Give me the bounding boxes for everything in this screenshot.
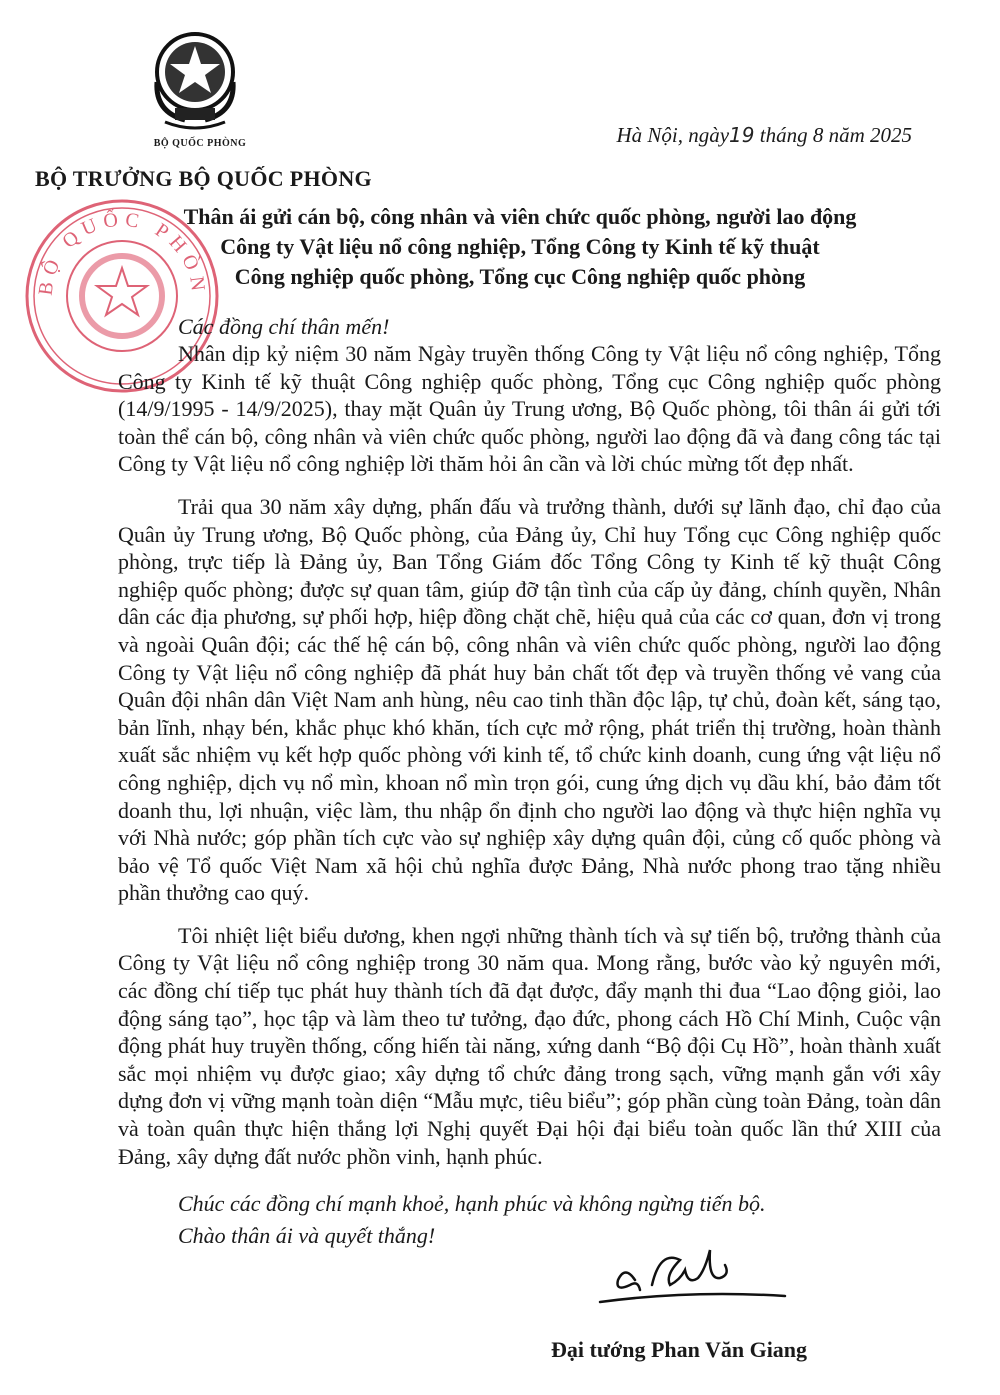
letter-body: [118, 340, 941, 1185]
dateline-prefix: Hà Nội, ngày: [616, 123, 730, 147]
paragraph-1: Nhân dịp kỷ niệm 30 năm Ngày truyền thống Công ty Vật liệu nổ công nghiệp, Tổng Công ty Kinh tế kỹ thuật Công nghiệp quốc phòng, Tổng cục Công nghiệp quốc phòng (14/9/1995 - 14/9/2025), thay mặt Quân ủy Trung ương, Bộ Quốc phòng, tôi thân ái gửi tới toàn thể cán bộ, công nhân và viên chức quốc phòng, người lao động đã và đang công tác tại Công ty Vật liệu nổ công nghiệp lời thăm hỏi ân cần và lời chúc mừng tốt đẹp nhất.: [118, 341, 941, 477]
dateline-day: 19: [729, 123, 755, 147]
salutation: Các đồng chí thân mến!: [178, 314, 390, 339]
heading-line-1: Thân ái gửi cán bộ, công nhân và viên chức quốc phòng, người lao động: [183, 204, 857, 229]
dateline: [616, 123, 912, 148]
handwritten-signature: [580, 1240, 820, 1310]
closing-line-2: Chào thân ái và quyết thắng!: [178, 1223, 436, 1248]
issuer-title: BỘ TRƯỞNG BỘ QUỐC PHÒNG: [35, 166, 372, 191]
stamp-text: BỘ QUỐC PHÒN: [34, 208, 210, 299]
letter-heading: [120, 202, 920, 292]
signature-icon: [580, 1240, 820, 1310]
national-emblem-icon: [135, 22, 255, 132]
heading-line-2: Công ty Vật liệu nổ công nghiệp, Tổng Công ty Kinh tế kỹ thuật: [220, 234, 820, 259]
emblem-caption: BỘ QUỐC PHÒNG: [153, 138, 247, 149]
national-emblem: [135, 22, 255, 132]
signer-name: Đại tướng Phan Văn Giang: [551, 1337, 808, 1362]
closing-line-1: Chúc các đồng chí mạnh khoẻ, hạnh phúc và không ngừng tiến bộ.: [178, 1191, 766, 1216]
heading-line-3: Công nghiệp quốc phòng, Tổng cục Công nghiệp quốc phòng: [234, 264, 806, 289]
dateline-rest: tháng 8 năm 2025: [754, 123, 912, 147]
paragraph-2: Trải qua 30 năm xây dựng, phấn đấu và trưởng thành, dưới sự lãnh đạo, chỉ đạo của Quân ủy Trung ương, Bộ Quốc phòng, của Đảng ủy, Chỉ huy Tổng cục Công nghiệp quốc phòng, trực tiếp là Đảng ủy, Ban Tổng Giám đốc Tổng Công ty Kinh tế kỹ thuật Công nghiệp quốc phòng; được sự quan tâm, giúp đỡ tận tình của cấp ủy đảng, chính quyền, Nhân dân các địa phương, sự phối hợp, hiệp đồng chặt chẽ, hiệu quả của các cơ quan, đơn vị trong và ngoài Quân đội; các thế hệ cán bộ, công nhân và viên chức quốc phòng, người lao động Công ty Vật liệu nổ công nghiệp đã phát huy bản chất tốt đẹp và truyền thống vẻ vang của Quân đội nhân dân Việt Nam anh hùng, nêu cao tinh thần độc lập, tự chủ, đoàn kết, sáng tạo, bản lĩnh, nhạy bén, khắc phục khó khăn, tích cực mở rộng, phát triển thị trường, hoàn thành xuất sắc nhiệm vụ kết hợp quốc phòng với kinh tế, tổ chức kinh doanh, cung ứng vật liệu nổ công nghiệp, dịch vụ nổ mìn, khoan nổ mìn trọn gói, cung ứng dịch vụ dầu khí, bảo đảm tốt doanh thu, lợi nhuận, việc làm, thu nhập ổn định cho người lao động và thực hiện nghĩa vụ với Nhà nước; góp phần tích cực vào sự nghiệp xây dựng quân đội, củng cố quốc phòng và bảo vệ Tổ quốc Việt Nam xã hội chủ nghĩa được Đảng, Nhà nước phong trao tặng nhiều phần thưởng cao quý.: [118, 493, 941, 906]
paragraph-3: Tôi nhiệt liệt biểu dương, khen ngợi những thành tích và sự tiến bộ, trưởng thành của Công ty Vật liệu nổ công nghiệp trong 30 năm qua. Mong rằng, bước vào kỷ nguyên mới, các đồng chí tiếp tục phát huy thành tích đã đạt được, đẩy mạnh thi đua “Lao động giỏi, lao động sáng tạo”, học tập và làm theo tư tưởng, đạo đức, phong cách Hồ Chí Minh, Cuộc vận động phát huy truyền thống, cống hiến tài năng, xứng danh “Bộ đội Cụ Hồ”, hoàn thành xuất sắc mọi nhiệm vụ được giao; xây dựng tổ chức đảng trong sạch, vững mạnh gắn với xây dựng đơn vị vững mạnh toàn diện “Mẫu mực, tiêu biểu”; góp phần cùng toàn Đảng, toàn dân và toàn quân thực hiện thắng lợi Nghị quyết Đại hội đại biểu toàn quốc lần thứ XIII của Đảng, xây dựng đất nước phồn vinh, hạnh phúc.: [118, 922, 941, 1169]
